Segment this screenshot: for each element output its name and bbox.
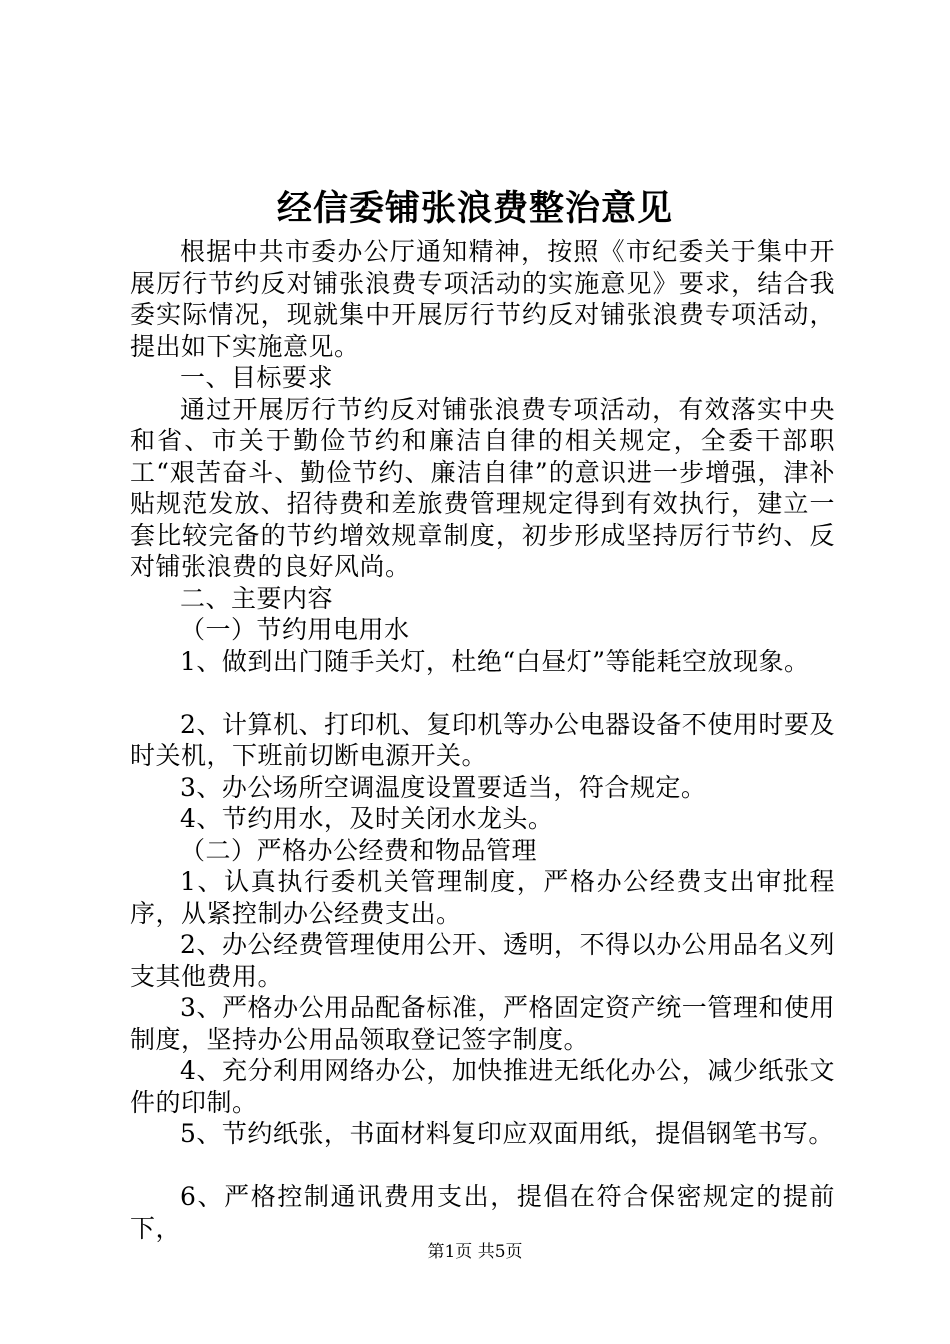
list-item: 3、办公场所空调温度设置要适当，符合规定。 — [180, 772, 707, 802]
subsection-heading-water-power: （一）节约用电用水 — [180, 615, 410, 644]
list-item: 3、严格办公用品配备标准，严格固定资产统一管理和使用制度，坚持办公用品领取登记签字制度。 — [130, 993, 835, 1054]
paragraph-intro: 根据中共市委办公厅通知精神，按照《市纪委关于集中开展厉行节约反对铺张浪费专项活动的实施意见》要求，结合我委实际情况，现就集中开展厉行节约反对铺张浪费专项活动，提出如下实施意见。 — [130, 237, 835, 361]
document-title: 经信委铺张浪费整治意见 — [276, 188, 673, 229]
paragraph-goals: 通过开展厉行节约反对铺张浪费专项活动，有效落实中央和省、市关于勤俭节约和廉洁自律的相关规定，全委干部职工“艰苦奋斗、勤俭节约、廉洁自律”的意识进一步增强，津补贴规范发放、招待费和差旅费管理规定得到有效执行，建立一套比较完备的节约增效规章制度，初步形成坚持厉行节约、反对铺张浪费的良好风尚。 — [130, 394, 835, 581]
document-body — [130, 236, 835, 1244]
list-item: 4、节约用水，及时关闭水龙头。 — [180, 804, 554, 833]
list-item: 4、充分利用网络办公，加快推进无纸化办公，减少纸张文件的印制。 — [130, 1056, 835, 1117]
list-item: 5、节约纸张，书面材料复印应双面用纸，提倡钢笔书写。 — [180, 1119, 834, 1148]
list-item: 1、认真执行委机关管理制度，严格办公经费支出审批程序，从紧控制办公经费支出。 — [130, 867, 835, 928]
section-heading-goals: 一、目标要求 — [180, 363, 334, 392]
list-item: 6、严格控制通讯费用支出，提倡在符合保密规定的提前下， — [130, 1182, 835, 1243]
list-item: 2、计算机、打印机、复印机等办公电器设备不使用时要及时关机，下班前切断电源开关。 — [130, 709, 835, 770]
subsection-heading-office-expenses: （二）严格办公经费和物品管理 — [180, 835, 538, 865]
list-item: 2、办公经费管理使用公开、透明，不得以办公用品名义列支其他费用。 — [130, 930, 835, 991]
section-heading-content: 二、主要内容 — [180, 583, 334, 613]
page-number-footer: 第1页 共5页 — [427, 1242, 523, 1262]
list-item: 1、做到出门随手关灯，杜绝“白昼灯”等能耗空放现象。 — [180, 646, 810, 676]
